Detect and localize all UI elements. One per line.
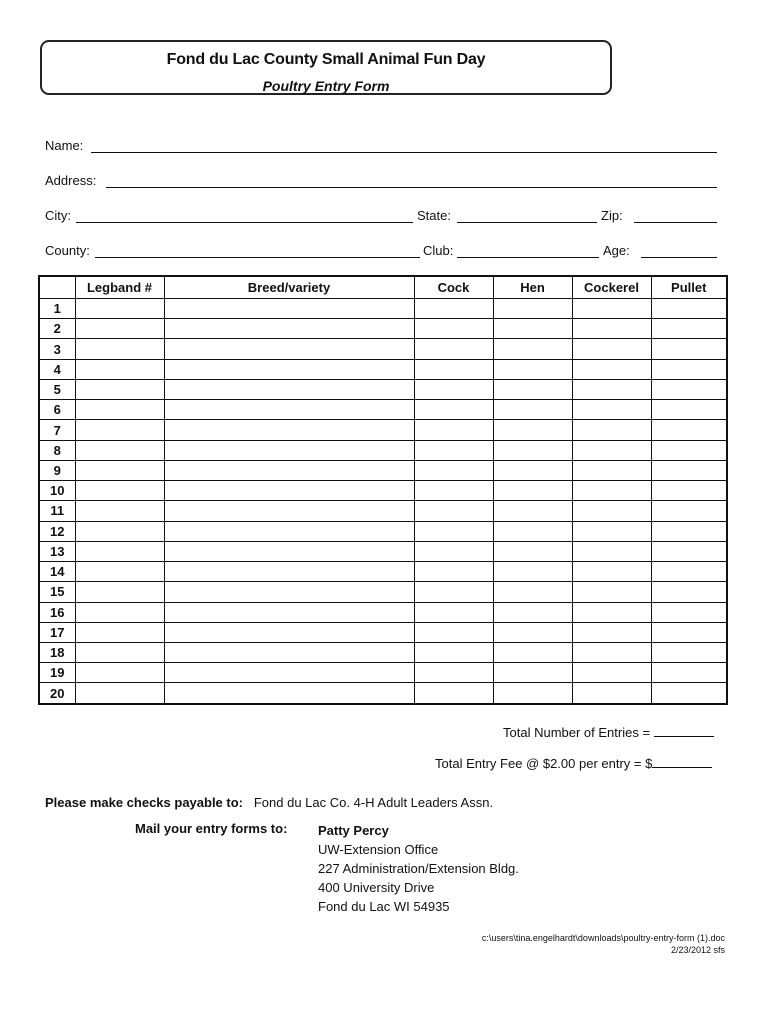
table-row	[39, 622, 727, 642]
form-header	[40, 40, 612, 95]
cockerel-cell[interactable]	[572, 521, 651, 541]
city-row	[45, 208, 717, 228]
address-field[interactable]	[106, 187, 717, 188]
hen-cell[interactable]	[493, 562, 572, 582]
checks-payable	[45, 795, 493, 810]
cock-cell[interactable]	[414, 440, 493, 460]
row-number: 4	[39, 359, 75, 379]
address-line: 400 University Drive	[318, 880, 435, 895]
cockerel-cell[interactable]	[572, 440, 651, 460]
row-number: 15	[39, 582, 75, 602]
state-label: State:	[417, 208, 451, 223]
cockerel-cell[interactable]	[572, 562, 651, 582]
pullet-cell[interactable]	[651, 420, 727, 440]
legband-cell[interactable]	[75, 663, 164, 683]
hen-cell[interactable]	[493, 663, 572, 683]
zip-field[interactable]	[634, 222, 717, 223]
mail-label: Mail your entry forms to:	[135, 821, 288, 836]
table-row	[39, 582, 727, 602]
table-header-row	[39, 276, 727, 299]
breed-cell[interactable]	[164, 622, 414, 642]
pullet-cell[interactable]	[651, 582, 727, 602]
hen-cell[interactable]	[493, 501, 572, 521]
row-number: 11	[39, 501, 75, 521]
legband-cell[interactable]	[75, 420, 164, 440]
legband-cell[interactable]	[75, 521, 164, 541]
breed-cell[interactable]	[164, 420, 414, 440]
cock-cell[interactable]	[414, 420, 493, 440]
breed-cell[interactable]	[164, 400, 414, 420]
row-number: 14	[39, 562, 75, 582]
document-footer	[482, 932, 725, 956]
cock-cell[interactable]	[414, 481, 493, 501]
table-row	[39, 460, 727, 480]
legband-cell[interactable]	[75, 299, 164, 319]
hen-cell[interactable]	[493, 582, 572, 602]
table-row	[39, 521, 727, 541]
cock-cell[interactable]	[414, 521, 493, 541]
pullet-cell[interactable]	[651, 562, 727, 582]
cock-cell[interactable]	[414, 501, 493, 521]
address-row	[45, 173, 717, 193]
cock-cell[interactable]	[414, 319, 493, 339]
cockerel-cell[interactable]	[572, 642, 651, 662]
hen-cell[interactable]	[493, 622, 572, 642]
age-label: Age:	[603, 243, 630, 258]
hen-cell[interactable]	[493, 440, 572, 460]
state-field[interactable]	[457, 222, 597, 223]
city-field[interactable]	[76, 222, 413, 223]
cockerel-cell[interactable]	[572, 582, 651, 602]
total-entries-field[interactable]	[654, 724, 714, 737]
breed-cell[interactable]	[164, 582, 414, 602]
address-line: 227 Administration/Extension Bldg.	[318, 861, 519, 876]
legband-cell[interactable]	[75, 400, 164, 420]
cockerel-cell[interactable]	[572, 460, 651, 480]
column-header-breed: Breed/variety	[164, 276, 414, 299]
cock-cell[interactable]	[414, 339, 493, 359]
cockerel-cell[interactable]	[572, 622, 651, 642]
row-number: 1	[39, 299, 75, 319]
row-number: 8	[39, 440, 75, 460]
hen-cell[interactable]	[493, 541, 572, 561]
legband-cell[interactable]	[75, 379, 164, 399]
table-row	[39, 319, 727, 339]
form-subtitle: Poultry Entry Form	[262, 78, 390, 94]
breed-cell[interactable]	[164, 460, 414, 480]
cockerel-cell[interactable]	[572, 319, 651, 339]
cock-cell[interactable]	[414, 602, 493, 622]
row-number: 5	[39, 379, 75, 399]
table-row	[39, 400, 727, 420]
cock-cell[interactable]	[414, 379, 493, 399]
hen-cell[interactable]	[493, 359, 572, 379]
pullet-cell[interactable]	[651, 501, 727, 521]
table-row	[39, 663, 727, 683]
breed-cell[interactable]	[164, 379, 414, 399]
breed-cell[interactable]	[164, 339, 414, 359]
table-row	[39, 481, 727, 501]
page-title: Fond du Lac County Small Animal Fun Day	[166, 51, 486, 68]
pullet-cell[interactable]	[651, 319, 727, 339]
checks-value: Fond du Lac Co. 4-H Adult Leaders Assn.	[253, 795, 494, 810]
pullet-cell[interactable]	[651, 299, 727, 319]
cockerel-cell[interactable]	[572, 602, 651, 622]
legband-cell[interactable]	[75, 339, 164, 359]
row-number-header	[39, 276, 75, 299]
table-row	[39, 602, 727, 622]
name-field[interactable]	[91, 152, 717, 153]
cock-cell[interactable]	[414, 541, 493, 561]
city-label: City:	[45, 208, 71, 223]
cock-cell[interactable]	[414, 582, 493, 602]
row-number: 6	[39, 400, 75, 420]
table-row	[39, 562, 727, 582]
pullet-cell[interactable]	[651, 481, 727, 501]
row-number: 12	[39, 521, 75, 541]
hen-cell[interactable]	[493, 339, 572, 359]
cock-cell[interactable]	[414, 562, 493, 582]
cock-cell[interactable]	[414, 299, 493, 319]
breed-cell[interactable]	[164, 319, 414, 339]
pullet-cell[interactable]	[651, 440, 727, 460]
document-date: 2/23/2012 sfs	[670, 945, 725, 955]
table-row	[39, 299, 727, 319]
table-row	[39, 359, 727, 379]
legband-cell[interactable]	[75, 440, 164, 460]
table-row	[39, 420, 727, 440]
pullet-cell[interactable]	[651, 460, 727, 480]
cockerel-cell[interactable]	[572, 400, 651, 420]
row-number: 3	[39, 339, 75, 359]
total-fee	[435, 755, 712, 771]
pullet-cell[interactable]	[651, 602, 727, 622]
cock-cell[interactable]	[414, 359, 493, 379]
cockerel-cell[interactable]	[572, 663, 651, 683]
hen-cell[interactable]	[493, 642, 572, 662]
legband-cell[interactable]	[75, 622, 164, 642]
row-number: 10	[39, 481, 75, 501]
address-line: UW-Extension Office	[318, 842, 439, 857]
table-row	[39, 339, 727, 359]
pullet-cell[interactable]	[651, 359, 727, 379]
legband-cell[interactable]	[75, 683, 164, 704]
address-label: Address:	[45, 173, 97, 188]
legband-cell[interactable]	[75, 481, 164, 501]
name-row	[45, 138, 717, 158]
legband-cell[interactable]	[75, 460, 164, 480]
breed-cell[interactable]	[164, 562, 414, 582]
cockerel-cell[interactable]	[572, 299, 651, 319]
row-number: 18	[39, 642, 75, 662]
legband-cell[interactable]	[75, 562, 164, 582]
breed-cell[interactable]	[164, 642, 414, 662]
cockerel-cell[interactable]	[572, 420, 651, 440]
table-row	[39, 440, 727, 460]
breed-cell[interactable]	[164, 541, 414, 561]
cock-cell[interactable]	[414, 460, 493, 480]
pullet-cell[interactable]	[651, 400, 727, 420]
address-line: Fond du Lac WI 54935	[318, 899, 450, 914]
cockerel-cell[interactable]	[572, 683, 651, 704]
county-label: County:	[45, 243, 90, 258]
table-row	[39, 642, 727, 662]
row-number: 16	[39, 602, 75, 622]
pullet-cell[interactable]	[651, 683, 727, 704]
checks-label: Please make checks payable to:	[45, 795, 244, 810]
legband-cell[interactable]	[75, 501, 164, 521]
cock-cell[interactable]	[414, 683, 493, 704]
row-number: 20	[39, 683, 75, 704]
hen-cell[interactable]	[493, 481, 572, 501]
legband-cell[interactable]	[75, 602, 164, 622]
file-path: c:\users\tina.engelhardt\downloads\poultry-entry-form (1).doc	[481, 933, 725, 943]
row-number: 19	[39, 663, 75, 683]
legband-cell[interactable]	[75, 642, 164, 662]
zip-label: Zip:	[601, 208, 623, 223]
hen-cell[interactable]	[493, 460, 572, 480]
pullet-cell[interactable]	[651, 663, 727, 683]
row-number: 7	[39, 420, 75, 440]
county-row	[45, 243, 717, 263]
hen-cell[interactable]	[493, 400, 572, 420]
legband-cell[interactable]	[75, 359, 164, 379]
age-field[interactable]	[641, 257, 717, 258]
breed-cell[interactable]	[164, 521, 414, 541]
column-header-hen: Hen	[493, 276, 572, 299]
table-row	[39, 501, 727, 521]
total-entries-label: Total Number of Entries =	[503, 725, 651, 740]
cockerel-cell[interactable]	[572, 541, 651, 561]
legband-cell[interactable]	[75, 582, 164, 602]
county-field[interactable]	[95, 257, 420, 258]
breed-cell[interactable]	[164, 299, 414, 319]
row-number: 13	[39, 541, 75, 561]
breed-cell[interactable]	[164, 501, 414, 521]
column-header-pullet: Pullet	[651, 276, 727, 299]
cockerel-cell[interactable]	[572, 481, 651, 501]
pullet-cell[interactable]	[651, 642, 727, 662]
cockerel-cell[interactable]	[572, 339, 651, 359]
cockerel-cell[interactable]	[572, 379, 651, 399]
cock-cell[interactable]	[414, 663, 493, 683]
table-row	[39, 541, 727, 561]
hen-cell[interactable]	[493, 683, 572, 704]
cock-cell[interactable]	[414, 622, 493, 642]
cock-cell[interactable]	[414, 642, 493, 662]
table-row	[39, 683, 727, 704]
hen-cell[interactable]	[493, 420, 572, 440]
breed-cell[interactable]	[164, 481, 414, 501]
hen-cell[interactable]	[493, 602, 572, 622]
pullet-cell[interactable]	[651, 622, 727, 642]
pullet-cell[interactable]	[651, 339, 727, 359]
entry-table	[38, 275, 728, 705]
hen-cell[interactable]	[493, 299, 572, 319]
breed-cell[interactable]	[164, 602, 414, 622]
mailing-address	[318, 821, 519, 916]
table-row	[39, 379, 727, 399]
row-number: 17	[39, 622, 75, 642]
pullet-cell[interactable]	[651, 541, 727, 561]
legband-cell[interactable]	[75, 319, 164, 339]
cockerel-cell[interactable]	[572, 501, 651, 521]
row-number: 2	[39, 319, 75, 339]
address-line: Patty Percy	[318, 823, 389, 838]
cockerel-cell[interactable]	[572, 359, 651, 379]
club-field[interactable]	[457, 257, 599, 258]
column-header-legband: Legband #	[75, 276, 164, 299]
cock-cell[interactable]	[414, 400, 493, 420]
breed-cell[interactable]	[164, 440, 414, 460]
hen-cell[interactable]	[493, 379, 572, 399]
club-label: Club:	[423, 243, 454, 258]
legband-cell[interactable]	[75, 541, 164, 561]
total-fee-label: Total Entry Fee @ $2.00 per entry = $	[435, 756, 653, 771]
row-number: 9	[39, 460, 75, 480]
pullet-cell[interactable]	[651, 521, 727, 541]
breed-cell[interactable]	[164, 663, 414, 683]
breed-cell[interactable]	[164, 683, 414, 704]
total-entries	[503, 724, 714, 740]
hen-cell[interactable]	[493, 521, 572, 541]
column-header-cockerel: Cockerel	[572, 276, 651, 299]
breed-cell[interactable]	[164, 359, 414, 379]
name-label: Name:	[45, 138, 84, 153]
hen-cell[interactable]	[493, 319, 572, 339]
total-fee-field[interactable]	[652, 755, 712, 768]
column-header-cock: Cock	[414, 276, 493, 299]
pullet-cell[interactable]	[651, 379, 727, 399]
